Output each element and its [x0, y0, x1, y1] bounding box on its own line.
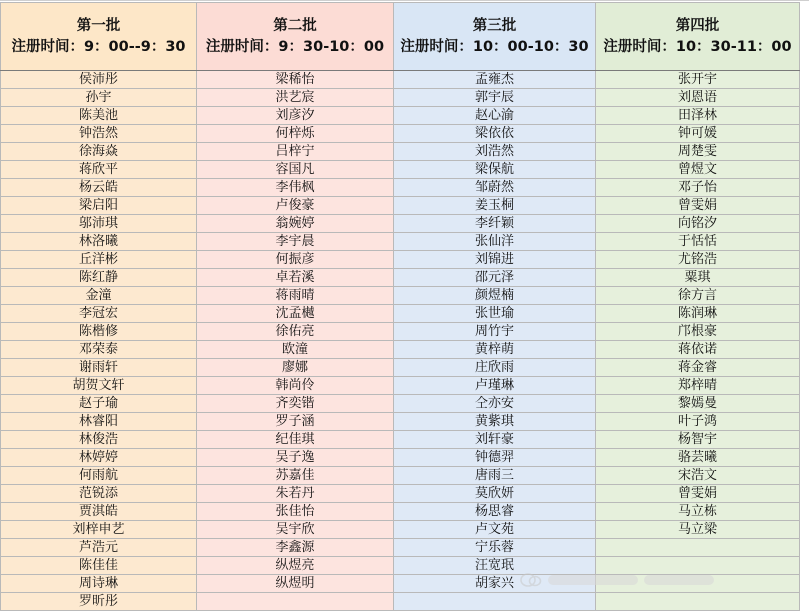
name-cell[interactable]: 汪宽珉	[394, 557, 596, 575]
name-cell[interactable]: 尤铭浩	[596, 251, 800, 269]
name-cell[interactable]	[596, 539, 800, 557]
name-cell[interactable]	[596, 575, 800, 593]
name-cell[interactable]: 钟浩然	[1, 125, 197, 143]
table-row	[1, 359, 800, 377]
name-cell[interactable]: 林婷婷	[1, 449, 197, 467]
table-row	[1, 539, 800, 557]
name-cell[interactable]: 孙宇	[1, 89, 197, 107]
header-row	[1, 3, 800, 71]
name-cell[interactable]: 陈佳佳	[1, 557, 197, 575]
name-cell[interactable]: 李伟枫	[197, 179, 394, 197]
name-cell[interactable]: 陈美池	[1, 107, 197, 125]
batch-time: 注册时间：9：00--9：30	[11, 38, 186, 55]
name-cell[interactable]	[394, 593, 596, 611]
name-cell[interactable]: 何振彦	[197, 251, 394, 269]
table-row	[1, 305, 800, 323]
name-cell[interactable]: 赵心渝	[394, 107, 596, 125]
name-cell[interactable]: 周诗琳	[1, 575, 197, 593]
name-cell[interactable]: 向铭汐	[596, 215, 800, 233]
table-row	[1, 485, 800, 503]
name-cell[interactable]: 骆芸曦	[596, 449, 800, 467]
name-cell[interactable]: 邹蔚然	[394, 179, 596, 197]
name-cell[interactable]: 卓若溪	[197, 269, 394, 287]
name-cell[interactable]: 贾淇皓	[1, 503, 197, 521]
name-cell[interactable]	[197, 593, 394, 611]
name-cell[interactable]: 孟雍杰	[394, 71, 596, 89]
name-cell[interactable]: 刘轩豪	[394, 431, 596, 449]
name-cell[interactable]: 杨思睿	[394, 503, 596, 521]
table-row	[1, 449, 800, 467]
name-cell[interactable]: 陈红静	[1, 269, 197, 287]
name-cell[interactable]: 梁保航	[394, 161, 596, 179]
table-row	[1, 215, 800, 233]
name-cell[interactable]: 张开宇	[596, 71, 800, 89]
name-cell[interactable]: 黄梓萌	[394, 341, 596, 359]
name-cell[interactable]: 罗昕彤	[1, 593, 197, 611]
name-cell[interactable]: 欧潼	[197, 341, 394, 359]
table-row	[1, 395, 800, 413]
table-row	[1, 125, 800, 143]
name-cell[interactable]: 李鑫源	[197, 539, 394, 557]
name-cell[interactable]: 卢文苑	[394, 521, 596, 539]
name-cell[interactable]: 曾雯娟	[596, 485, 800, 503]
table-row	[1, 269, 800, 287]
name-cell[interactable]: 郑梓晴	[596, 377, 800, 395]
table-row	[1, 377, 800, 395]
table-row	[1, 251, 800, 269]
name-cell[interactable]: 卢俊豪	[197, 197, 394, 215]
name-cell[interactable]: 庄欣雨	[394, 359, 596, 377]
name-cell[interactable]: 吴子逸	[197, 449, 394, 467]
name-cell[interactable]: 吴宇欣	[197, 521, 394, 539]
name-cell[interactable]	[596, 557, 800, 575]
name-cell[interactable]: 刘恩语	[596, 89, 800, 107]
table-row	[1, 503, 800, 521]
name-cell[interactable]: 洪艺宸	[197, 89, 394, 107]
name-cell[interactable]: 卢瑾琳	[394, 377, 596, 395]
name-cell[interactable]: 苏嘉佳	[197, 467, 394, 485]
header-batch-3[interactable]	[394, 3, 596, 71]
name-cell[interactable]: 曾煜文	[596, 161, 800, 179]
name-cell[interactable]: 丘洋彬	[1, 251, 197, 269]
registration-table	[0, 2, 800, 611]
name-cell[interactable]: 何雨航	[1, 467, 197, 485]
table-row	[1, 71, 800, 89]
name-cell[interactable]: 翁婉婷	[197, 215, 394, 233]
name-cell[interactable]: 容国凡	[197, 161, 394, 179]
name-cell[interactable]: 杨云皓	[1, 179, 197, 197]
name-cell[interactable]: 黎嫣曼	[596, 395, 800, 413]
name-cell[interactable]: 邵元泽	[394, 269, 596, 287]
name-cell[interactable]: 李冠宏	[1, 305, 197, 323]
name-cell[interactable]: 莫欣妍	[394, 485, 596, 503]
table-row	[1, 197, 800, 215]
name-cell[interactable]: 唐雨三	[394, 467, 596, 485]
name-cell[interactable]: 林洛曦	[1, 233, 197, 251]
name-cell[interactable]: 谢雨轩	[1, 359, 197, 377]
batch-title: 第二批	[273, 17, 317, 34]
name-cell[interactable]: 姜玉桐	[394, 197, 596, 215]
name-cell[interactable]: 刘锦进	[394, 251, 596, 269]
batch-time: 注册时间：10：00-10：30	[400, 38, 589, 55]
name-cell[interactable]: 张仙洋	[394, 233, 596, 251]
name-cell[interactable]: 范锐添	[1, 485, 197, 503]
batch-title: 第一批	[76, 17, 121, 34]
name-cell[interactable]: 赵子瑜	[1, 395, 197, 413]
name-cell[interactable]: 梁稀怡	[197, 71, 394, 89]
name-cell[interactable]: 胡贺文轩	[1, 377, 197, 395]
name-cell[interactable]: 陈楷修	[1, 323, 197, 341]
batch-time: 注册时间：9：30-10：00	[205, 38, 385, 55]
name-cell[interactable]: 蒋金睿	[596, 359, 800, 377]
name-cell[interactable]: 于恬恬	[596, 233, 800, 251]
name-cell[interactable]: 宋浩文	[596, 467, 800, 485]
name-cell[interactable]: 蒋欣平	[1, 161, 197, 179]
name-cell[interactable]: 梁依依	[394, 125, 596, 143]
name-cell[interactable]: 张佳怡	[197, 503, 394, 521]
name-cell[interactable]: 何梓烁	[197, 125, 394, 143]
table-row	[1, 431, 800, 449]
name-cell[interactable]: 李纤颖	[394, 215, 596, 233]
table-row	[1, 557, 800, 575]
name-cell[interactable]: 林俊浩	[1, 431, 197, 449]
name-cell[interactable]: 徐海焱	[1, 143, 197, 161]
name-cell[interactable]: 韩尚伶	[197, 377, 394, 395]
name-cell[interactable]: 郭宇辰	[394, 89, 596, 107]
table-row	[1, 413, 800, 431]
table-row	[1, 89, 800, 107]
name-cell[interactable]: 纵煜明	[197, 575, 394, 593]
name-cell[interactable]: 张世瑜	[394, 305, 596, 323]
top-edge-divider	[0, 0, 809, 1]
name-cell[interactable]: 钟可媛	[596, 125, 800, 143]
table-row	[1, 323, 800, 341]
name-cell[interactable]: 纵煜亮	[197, 557, 394, 575]
name-cell[interactable]: 吕梓宁	[197, 143, 394, 161]
name-cell[interactable]: 杨智宇	[596, 431, 800, 449]
table-row	[1, 179, 800, 197]
name-cell[interactable]: 邬沛琪	[1, 215, 197, 233]
name-cell[interactable]: 罗子涵	[197, 413, 394, 431]
name-cell[interactable]: 林睿阳	[1, 413, 197, 431]
roster-body	[1, 71, 800, 611]
name-cell[interactable]: 梁启阳	[1, 197, 197, 215]
name-cell[interactable]: 田泽林	[596, 107, 800, 125]
name-cell[interactable]: 周竹宇	[394, 323, 596, 341]
batch-title: 第三批	[472, 17, 517, 34]
name-cell[interactable]: 宁乐蓉	[394, 539, 596, 557]
batch-title: 第四批	[675, 17, 720, 34]
name-cell[interactable]: 颜煜楠	[394, 287, 596, 305]
name-cell[interactable]: 齐奕锴	[197, 395, 394, 413]
name-cell[interactable]: 侯沛彤	[1, 71, 197, 89]
name-cell[interactable]: 马立梁	[596, 521, 800, 539]
name-cell[interactable]: 蒋依诺	[596, 341, 800, 359]
name-cell[interactable]: 李宇晨	[197, 233, 394, 251]
name-cell[interactable]: 粟琪	[596, 269, 800, 287]
table-row	[1, 143, 800, 161]
table-row	[1, 287, 800, 305]
name-cell[interactable]: 芦浩元	[1, 539, 197, 557]
name-cell[interactable]: 金潼	[1, 287, 197, 305]
name-cell[interactable]: 马立栋	[596, 503, 800, 521]
header-batch-4[interactable]	[596, 3, 800, 71]
name-cell[interactable]: 邓子怡	[596, 179, 800, 197]
header-batch-2[interactable]	[197, 3, 394, 71]
name-cell[interactable]: 蒋雨晴	[197, 287, 394, 305]
name-cell[interactable]: 刘彦汐	[197, 107, 394, 125]
header-batch-1[interactable]	[1, 3, 197, 71]
name-cell[interactable]: 周楚雯	[596, 143, 800, 161]
name-cell[interactable]	[596, 593, 800, 611]
name-cell[interactable]: 纪佳琪	[197, 431, 394, 449]
name-cell[interactable]: 廖娜	[197, 359, 394, 377]
name-cell[interactable]: 刘梓申艺	[1, 521, 197, 539]
name-cell[interactable]: 徐佑亮	[197, 323, 394, 341]
table-row	[1, 341, 800, 359]
name-cell[interactable]: 刘浩然	[394, 143, 596, 161]
table-row	[1, 161, 800, 179]
name-cell[interactable]: 曾雯娟	[596, 197, 800, 215]
table-row	[1, 467, 800, 485]
name-cell[interactable]: 徐方言	[596, 287, 800, 305]
name-cell[interactable]: 朱若丹	[197, 485, 394, 503]
table-row	[1, 521, 800, 539]
name-cell[interactable]: 仝亦安	[394, 395, 596, 413]
name-cell[interactable]: 钟德羿	[394, 449, 596, 467]
name-cell[interactable]: 沈孟樾	[197, 305, 394, 323]
name-cell[interactable]: 胡家兴	[394, 575, 596, 593]
table-row	[1, 575, 800, 593]
name-cell[interactable]: 黄紫琪	[394, 413, 596, 431]
table-row	[1, 593, 800, 611]
table-row	[1, 233, 800, 251]
name-cell[interactable]: 邓荣泰	[1, 341, 197, 359]
name-cell[interactable]: 陈润琳	[596, 305, 800, 323]
batch-time: 注册时间：10：30-11：00	[603, 38, 792, 55]
table-row	[1, 107, 800, 125]
name-cell[interactable]: 邝根豪	[596, 323, 800, 341]
name-cell[interactable]: 叶子鸿	[596, 413, 800, 431]
